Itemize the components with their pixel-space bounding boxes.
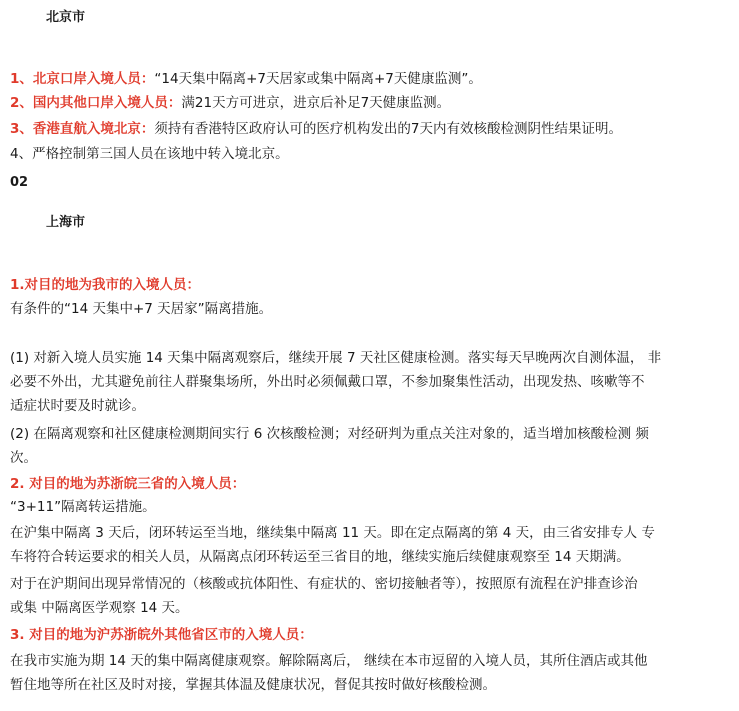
beijing-heading: 北京市 xyxy=(46,10,86,25)
beijing-item-text: 4、严格控制第三国人员在该地中转入境北京。 xyxy=(10,146,289,162)
paragraph-line: 或集 中隔离医学观察 14 天。 xyxy=(10,600,189,616)
beijing-item-text: 须持有香港特区政府认可的医疗机构发出的7天内有效核酸检测阴性结果证明。 xyxy=(154,121,622,137)
beijing-item-label: 1、北京口岸入境人员： xyxy=(10,71,155,87)
shanghai-part2-paragraph-2 xyxy=(10,572,730,620)
shanghai-part2-title: 2. 对目的地为苏浙皖三省的入境人员： xyxy=(10,476,246,492)
section-number: 02 xyxy=(10,175,29,190)
beijing-item-3 xyxy=(10,120,729,138)
beijing-item-label: 2、国内其他口岸入境人员： xyxy=(10,95,182,111)
beijing-item-2 xyxy=(10,94,729,112)
beijing-item-label: 3、香港直航入境北京： xyxy=(10,121,155,137)
shanghai-part3-title: 3. 对目的地为沪苏浙皖外其他省区市的入境人员： xyxy=(10,627,313,643)
paragraph-line: 在我市实施为期 14 天的集中隔离健康观察。解除隔离后， 继续在本市逗留的入境人员，其所住酒店或其他 xyxy=(10,653,648,669)
beijing-item-text: “14天集中隔离+7天居家或集中隔离+7天健康监测”。 xyxy=(154,71,482,87)
shanghai-part1-intro: 有条件的“14 天集中+7 天居家”隔离措施。 xyxy=(10,301,273,317)
beijing-item-text: 满21天方可进京，进京后补足7天健康监测。 xyxy=(181,95,451,111)
beijing-item-1 xyxy=(10,70,729,88)
shanghai-part2-intro: “3+11”隔离转运措施。 xyxy=(10,499,156,515)
paragraph-line: (2) 在隔离观察和社区健康检测期间实行 6 次核酸检测；对经研判为重点关注对象的，适当增加核酸检测 频 xyxy=(10,426,649,442)
paragraph-line: 必要不外出，尤其避免前往人群聚集场所，外出时必须佩戴口罩，不参加聚集性活动，出现发热、咳嗽等不 xyxy=(10,374,645,390)
paragraph-line: 适症状时要及时就诊。 xyxy=(10,398,145,414)
paragraph-line: (1) 对新入境人员实施 14 天集中隔离观察后，继续开展 7 天社区健康检测。落实每天早晚两次自测体温， 非 xyxy=(10,350,662,366)
shanghai-part3-paragraph-1 xyxy=(10,649,730,697)
paragraph-line: 对于在沪期间出现异常情况的（核酸或抗体阳性、有症状的、密切接触者等），按照原有流程在沪排查诊治 xyxy=(10,576,638,592)
paragraph-line: 在沪集中隔离 3 天后，闭环转运至当地，继续集中隔离 11 天。即在定点隔离的第 4 天，由三省安排专人 专 xyxy=(10,525,655,541)
shanghai-part1-paragraph-1 xyxy=(10,346,730,418)
shanghai-part1-paragraph-2 xyxy=(10,422,730,470)
shanghai-part2-paragraph-1 xyxy=(10,521,730,569)
shanghai-heading: 上海市 xyxy=(46,215,86,230)
paragraph-line: 暂住地等所在社区及时对接，掌握其体温及健康状况，督促其按时做好核酸检测。 xyxy=(10,677,496,693)
shanghai-part1-title: 1.对目的地为我市的入境人员： xyxy=(10,277,201,293)
beijing-item-4 xyxy=(10,145,729,163)
paragraph-line: 车将符合转运要求的相关人员，从隔离点闭环转运至三省目的地，继续实施后续健康观察至 14 天期满。 xyxy=(10,549,630,565)
paragraph-line: 次。 xyxy=(10,450,37,466)
